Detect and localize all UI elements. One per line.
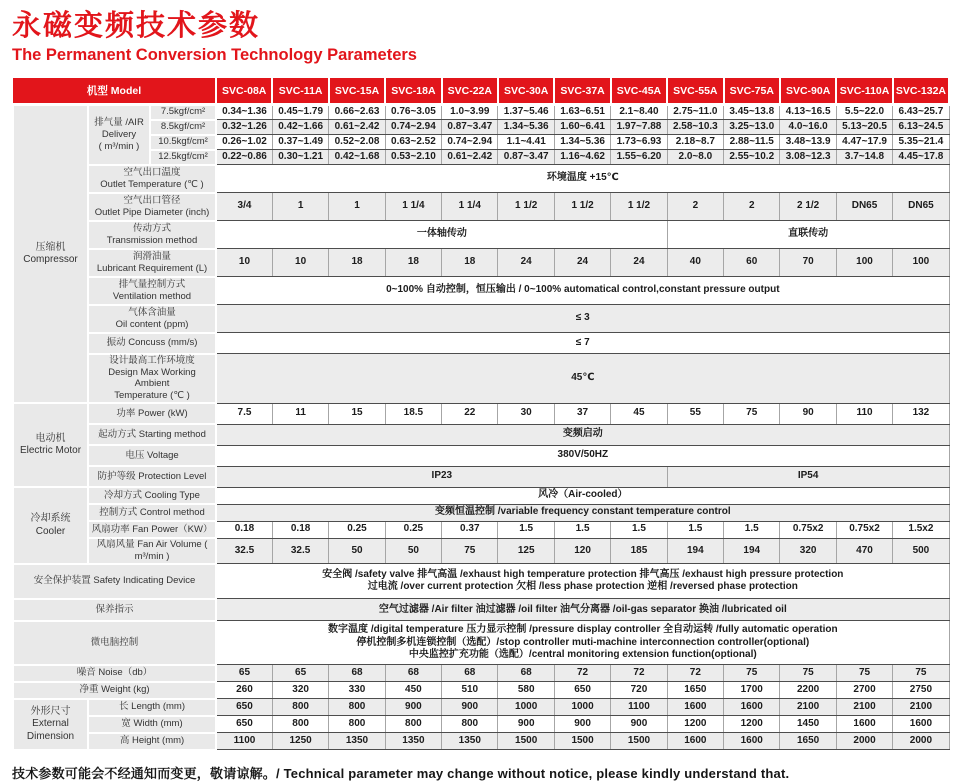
data-cell: 0.87~3.47 — [498, 150, 554, 165]
row-label: 起动方式 Starting method — [88, 424, 216, 445]
data-cell: 45 — [611, 403, 667, 424]
model-column-header: SVC-30A — [498, 79, 554, 105]
data-cell: 330 — [329, 682, 385, 699]
data-cell: 风冷（Air-cooled） — [216, 487, 949, 504]
row-label: 防护等级 Protection Level — [88, 466, 216, 487]
data-cell: 1.63~6.51 — [554, 105, 610, 120]
data-cell: 6.43~25.7 — [893, 105, 949, 120]
pressure-label: 10.5kgf/cm² — [150, 135, 216, 150]
table-row — [13, 193, 949, 221]
header-row — [13, 79, 949, 105]
data-cell: 1250 — [272, 733, 328, 750]
data-cell: 32.5 — [216, 538, 272, 564]
data-cell: 2700 — [836, 682, 892, 699]
row-label: 风扇功率 Fan Power（KW） — [88, 521, 216, 538]
data-cell: 800 — [329, 699, 385, 716]
data-cell: 800 — [442, 716, 498, 733]
data-cell: 900 — [442, 699, 498, 716]
data-cell: 120 — [554, 538, 610, 564]
row-label: 排气量 /AIR Delivery ( m³/min ) — [88, 105, 150, 165]
data-cell: 1 1/2 — [554, 193, 610, 221]
model-column-header: SVC-11A — [272, 79, 328, 105]
data-cell: 500 — [893, 538, 949, 564]
row-label: 安全保护装置 Safety Indicating Device — [13, 564, 216, 599]
data-cell: 0.26~1.02 — [216, 135, 272, 150]
data-cell: 0.22~0.86 — [216, 150, 272, 165]
category-cell: 电动机 Electric Motor — [13, 403, 88, 487]
data-cell: 800 — [272, 716, 328, 733]
data-cell: 72 — [554, 665, 610, 682]
data-cell: 1200 — [724, 716, 780, 733]
data-cell: 510 — [442, 682, 498, 699]
data-cell: 7.5 — [216, 403, 272, 424]
data-cell: 1600 — [667, 733, 723, 750]
model-column-header: SVC-110A — [836, 79, 892, 105]
data-cell: 720 — [611, 682, 667, 699]
table-row — [13, 403, 949, 424]
data-cell: 1600 — [836, 716, 892, 733]
footer-disclaimer: 技术参数可能会不经通知而变更，敬请谅解。/ Technical parameter may change without notice, please kindly understand that. — [12, 765, 790, 781]
data-cell: 安全阀 /safety valve 排气高温 /exhaust high temperature protection 排气高压 /exhaust high pressure protection 过电流 /over current protection 欠相 /less phase protection 逆相 /reversed phase protection — [216, 564, 949, 599]
table-row — [13, 521, 949, 538]
row-label: 噪音 Noise（db） — [13, 665, 216, 682]
data-cell: 320 — [780, 538, 836, 564]
data-cell: 1.0~3.99 — [442, 105, 498, 120]
data-cell: 0.52~2.08 — [329, 135, 385, 150]
data-cell: 4.45~17.8 — [893, 150, 949, 165]
data-cell: 800 — [329, 716, 385, 733]
data-cell: 1200 — [667, 716, 723, 733]
data-cell: 2.88~11.5 — [724, 135, 780, 150]
data-cell: 65 — [216, 665, 272, 682]
data-cell: 450 — [385, 682, 441, 699]
data-cell: 直联传动 — [667, 221, 949, 249]
data-cell: 90 — [780, 403, 836, 424]
data-cell: 1500 — [498, 733, 554, 750]
model-column-header: SVC-08A — [216, 79, 272, 105]
data-cell: 2.58~10.3 — [667, 120, 723, 135]
data-cell: 100 — [836, 249, 892, 277]
data-cell: 50 — [329, 538, 385, 564]
data-cell: 2200 — [780, 682, 836, 699]
data-cell: 1350 — [329, 733, 385, 750]
data-cell: 一体轴传动 — [216, 221, 667, 249]
row-label: 保养指示 — [13, 599, 216, 621]
table-row — [13, 599, 949, 621]
data-cell: 2750 — [893, 682, 949, 699]
data-cell: 900 — [385, 699, 441, 716]
data-cell: 65 — [272, 665, 328, 682]
data-cell: 68 — [498, 665, 554, 682]
data-cell: 0.74~2.94 — [442, 135, 498, 150]
row-label: 空气出口温度 Outlet Temperature (℃ ) — [88, 165, 216, 193]
table-row — [13, 249, 949, 277]
data-cell: 260 — [216, 682, 272, 699]
row-label: 气体含油量 Oil content (ppm) — [88, 305, 216, 333]
data-cell: 800 — [272, 699, 328, 716]
row-label: 宽 Width (mm) — [88, 716, 216, 733]
table-row — [13, 150, 949, 165]
data-cell: 0.53~2.10 — [385, 150, 441, 165]
table-row — [13, 621, 949, 665]
data-cell: 15 — [329, 403, 385, 424]
data-cell: 45℃ — [216, 354, 949, 404]
model-column-header: SVC-45A — [611, 79, 667, 105]
table-row — [13, 333, 949, 354]
data-cell: 1 — [329, 193, 385, 221]
data-cell: 50 — [385, 538, 441, 564]
data-cell: 0.74~2.94 — [385, 120, 441, 135]
data-cell: 1 1/4 — [442, 193, 498, 221]
row-label: 排气量控制方式 Ventilation method — [88, 277, 216, 305]
data-cell: 55 — [667, 403, 723, 424]
data-cell: 变频启动 — [216, 424, 949, 445]
data-cell: 1.1~4.41 — [498, 135, 554, 150]
data-cell: 1000 — [498, 699, 554, 716]
data-cell: 0.25 — [329, 521, 385, 538]
row-label: 净重 Weight (kg) — [13, 682, 216, 699]
data-cell: 1.55~6.20 — [611, 150, 667, 165]
data-cell: 68 — [329, 665, 385, 682]
category-cell: 外形尺寸 External Dimension — [13, 699, 88, 750]
data-cell: 1.60~6.41 — [554, 120, 610, 135]
table-row — [13, 665, 949, 682]
table-row — [13, 445, 949, 466]
data-cell: 1.34~5.36 — [498, 120, 554, 135]
spec-table-body — [13, 105, 949, 750]
data-cell: 0.75x2 — [836, 521, 892, 538]
data-cell: 24 — [611, 249, 667, 277]
model-column-header: SVC-22A — [442, 79, 498, 105]
table-row — [13, 716, 949, 733]
data-cell: 18 — [329, 249, 385, 277]
data-cell: 10 — [216, 249, 272, 277]
data-cell: 900 — [611, 716, 667, 733]
data-cell: ≤ 3 — [216, 305, 949, 333]
data-cell: 650 — [216, 699, 272, 716]
data-cell: 380V/50HZ — [216, 445, 949, 466]
data-cell: 1.5 — [724, 521, 780, 538]
data-cell: 0.37~1.49 — [272, 135, 328, 150]
data-cell: 1.5x2 — [893, 521, 949, 538]
data-cell: 2000 — [893, 733, 949, 750]
table-row — [13, 120, 949, 135]
table-row — [13, 487, 949, 504]
data-cell: 0.87~3.47 — [442, 120, 498, 135]
data-cell: 75 — [724, 665, 780, 682]
data-cell: 2 1/2 — [780, 193, 836, 221]
data-cell: 1600 — [724, 733, 780, 750]
data-cell: 3/4 — [216, 193, 272, 221]
data-cell: DN65 — [893, 193, 949, 221]
data-cell: 2100 — [836, 699, 892, 716]
data-cell: 1350 — [442, 733, 498, 750]
data-cell: 320 — [272, 682, 328, 699]
table-row — [13, 538, 949, 564]
data-cell: 2.18~8.7 — [667, 135, 723, 150]
data-cell: 2100 — [893, 699, 949, 716]
model-column-header: SVC-55A — [667, 79, 723, 105]
data-cell: 0.37 — [442, 521, 498, 538]
data-cell: 2.1~8.40 — [611, 105, 667, 120]
pressure-label: 12.5kgf/cm² — [150, 150, 216, 165]
table-row — [13, 221, 949, 249]
data-cell: 70 — [780, 249, 836, 277]
data-cell: 2 — [724, 193, 780, 221]
data-cell: 470 — [836, 538, 892, 564]
row-label: 空气出口管径 Outlet Pipe Diameter (inch) — [88, 193, 216, 221]
data-cell: 2000 — [836, 733, 892, 750]
data-cell: 125 — [498, 538, 554, 564]
row-label: 传动方式 Transmission method — [88, 221, 216, 249]
data-cell: 1650 — [780, 733, 836, 750]
data-cell: ≤ 7 — [216, 333, 949, 354]
data-cell: 环境温度 +15℃ — [216, 165, 949, 193]
table-row — [13, 682, 949, 699]
data-cell: IP54 — [667, 466, 949, 487]
data-cell: 60 — [724, 249, 780, 277]
data-cell: 1100 — [216, 733, 272, 750]
data-cell: 75 — [780, 665, 836, 682]
data-cell: 0.32~1.26 — [216, 120, 272, 135]
data-cell: 0.30~1.21 — [272, 150, 328, 165]
data-cell: 100 — [893, 249, 949, 277]
table-row — [13, 105, 949, 120]
data-cell: 0.45~1.79 — [272, 105, 328, 120]
data-cell: 0.76~3.05 — [385, 105, 441, 120]
pressure-label: 7.5kgf/cm² — [150, 105, 216, 120]
data-cell: 3.48~13.9 — [780, 135, 836, 150]
data-cell: 1.5 — [498, 521, 554, 538]
page-title: 永磁变频技术参数 — [12, 10, 261, 42]
page-subtitle: The Permanent Conversion Technology Parameters — [12, 46, 417, 65]
data-cell: 24 — [498, 249, 554, 277]
data-cell: 1 1/2 — [498, 193, 554, 221]
data-cell: 数字温度 /digital temperature 压力显示控制 /pressure display controller 全自动运转 /fully automatic operation 停机控制多机连锁控制（选配）/stop controller muti-machine interconnection controller(optional) 中央监控扩充功能（选配）/central monitoring extension function(optional) — [216, 621, 949, 665]
data-cell: 68 — [385, 665, 441, 682]
data-cell: 10 — [272, 249, 328, 277]
data-cell: 1500 — [554, 733, 610, 750]
row-label: 高 Height (mm) — [88, 733, 216, 750]
data-cell: 0.18 — [216, 521, 272, 538]
data-cell: 1650 — [667, 682, 723, 699]
row-label: 冷却方式 Cooling Type — [88, 487, 216, 504]
data-cell: 5.5~22.0 — [836, 105, 892, 120]
data-cell: 68 — [442, 665, 498, 682]
data-cell: 变频恒温控制 /variable frequency constant temperature control — [216, 504, 949, 521]
row-label: 润滑油量 Lubricant Requirement (L) — [88, 249, 216, 277]
data-cell: 11 — [272, 403, 328, 424]
table-row — [13, 733, 949, 750]
model-column-header: SVC-75A — [724, 79, 780, 105]
data-cell: 1600 — [893, 716, 949, 733]
data-cell: 0.18 — [272, 521, 328, 538]
data-cell: 0.25 — [385, 521, 441, 538]
data-cell: 40 — [667, 249, 723, 277]
data-cell: 1.5 — [554, 521, 610, 538]
row-label: 控制方式 Control method — [88, 504, 216, 521]
data-cell: 4.13~16.5 — [780, 105, 836, 120]
data-cell: 1.97~7.88 — [611, 120, 667, 135]
data-cell: 2.55~10.2 — [724, 150, 780, 165]
category-cell: 压缩机 Compressor — [13, 105, 88, 404]
data-cell: 22 — [442, 403, 498, 424]
data-cell: 0.63~2.52 — [385, 135, 441, 150]
data-cell: 1600 — [667, 699, 723, 716]
category-cell: 冷却系统 Cooler — [13, 487, 88, 564]
data-cell: 0.66~2.63 — [329, 105, 385, 120]
data-cell: 75 — [724, 403, 780, 424]
pressure-label: 8.5kgf/cm² — [150, 120, 216, 135]
data-cell: 0.42~1.66 — [272, 120, 328, 135]
data-cell: 2.75~11.0 — [667, 105, 723, 120]
data-cell: 1450 — [780, 716, 836, 733]
data-cell: 18 — [442, 249, 498, 277]
data-cell: 18.5 — [385, 403, 441, 424]
data-cell: 650 — [554, 682, 610, 699]
table-row — [13, 424, 949, 445]
data-cell: 650 — [216, 716, 272, 733]
data-cell: 1 1/4 — [385, 193, 441, 221]
data-cell: 1.73~6.93 — [611, 135, 667, 150]
data-cell: 900 — [498, 716, 554, 733]
data-cell: 580 — [498, 682, 554, 699]
table-row — [13, 699, 949, 716]
data-cell: 194 — [724, 538, 780, 564]
table-row — [13, 564, 949, 599]
data-cell: 3.7~14.8 — [836, 150, 892, 165]
data-cell: 32.5 — [272, 538, 328, 564]
model-column-header: SVC-90A — [780, 79, 836, 105]
data-cell: 1 — [272, 193, 328, 221]
model-column-header: SVC-15A — [329, 79, 385, 105]
data-cell: 1 1/2 — [611, 193, 667, 221]
data-cell: DN65 — [836, 193, 892, 221]
data-cell: 1100 — [611, 699, 667, 716]
data-cell: 1700 — [724, 682, 780, 699]
data-cell: 75 — [442, 538, 498, 564]
data-cell: 2 — [667, 193, 723, 221]
data-cell: 0.75x2 — [780, 521, 836, 538]
data-cell: 900 — [554, 716, 610, 733]
table-row — [13, 504, 949, 521]
data-cell: 185 — [611, 538, 667, 564]
data-cell: 194 — [667, 538, 723, 564]
model-column-header: SVC-37A — [554, 79, 610, 105]
row-label: 设计最高工作环境度 Design Max Working Ambient Temperature (℃ ) — [88, 354, 216, 404]
model-column-header: SVC-132A — [893, 79, 949, 105]
data-cell: 0.42~1.68 — [329, 150, 385, 165]
data-cell: 4.47~17.9 — [836, 135, 892, 150]
data-cell: 0.61~2.42 — [442, 150, 498, 165]
data-cell: 1.37~5.46 — [498, 105, 554, 120]
data-cell: IP23 — [216, 466, 667, 487]
data-cell: 1.5 — [611, 521, 667, 538]
model-column-header: SVC-18A — [385, 79, 441, 105]
data-cell: 37 — [554, 403, 610, 424]
row-label: 风扇风量 Fan Air Volume ( m³/min ) — [88, 538, 216, 564]
data-cell: 3.08~12.3 — [780, 150, 836, 165]
data-cell: 0.61~2.42 — [329, 120, 385, 135]
data-cell: 3.45~13.8 — [724, 105, 780, 120]
data-cell: 3.25~13.0 — [724, 120, 780, 135]
table-row — [13, 165, 949, 193]
data-cell: 1500 — [611, 733, 667, 750]
data-cell: 24 — [554, 249, 610, 277]
model-header: 机型 Model — [13, 79, 216, 105]
data-cell: 4.0~16.0 — [780, 120, 836, 135]
data-cell: 110 — [836, 403, 892, 424]
spec-table — [12, 78, 950, 751]
data-cell: 空气过滤器 /Air filter 油过滤器 /oil filter 油气分离器 /oil-gas separator 换油 /lubricated oil — [216, 599, 949, 621]
data-cell: 132 — [893, 403, 949, 424]
row-label: 长 Length (mm) — [88, 699, 216, 716]
data-cell: 0~100% 自动控制，恒压输出 / 0~100% automatical control,constant pressure output — [216, 277, 949, 305]
data-cell: 0.34~1.36 — [216, 105, 272, 120]
data-cell: 6.13~24.5 — [893, 120, 949, 135]
table-row — [13, 305, 949, 333]
data-cell: 5.35~21.4 — [893, 135, 949, 150]
data-cell: 800 — [385, 716, 441, 733]
data-cell: 30 — [498, 403, 554, 424]
data-cell: 1350 — [385, 733, 441, 750]
data-cell: 1000 — [554, 699, 610, 716]
table-row — [13, 466, 949, 487]
table-row — [13, 135, 949, 150]
row-label: 振动 Concuss (mm/s) — [88, 333, 216, 354]
data-cell: 2.0~8.0 — [667, 150, 723, 165]
table-row — [13, 277, 949, 305]
row-label: 电压 Voltage — [88, 445, 216, 466]
data-cell: 5.13~20.5 — [836, 120, 892, 135]
data-cell: 1.5 — [667, 521, 723, 538]
data-cell: 75 — [893, 665, 949, 682]
data-cell: 72 — [611, 665, 667, 682]
data-cell: 1.34~5.36 — [554, 135, 610, 150]
data-cell: 2100 — [780, 699, 836, 716]
data-cell: 1.16~4.62 — [554, 150, 610, 165]
data-cell: 18 — [385, 249, 441, 277]
table-row — [13, 354, 949, 404]
row-label: 功率 Power (kW) — [88, 403, 216, 424]
data-cell: 72 — [667, 665, 723, 682]
data-cell: 1600 — [724, 699, 780, 716]
data-cell: 75 — [836, 665, 892, 682]
row-label: 微电脑控制 — [13, 621, 216, 665]
